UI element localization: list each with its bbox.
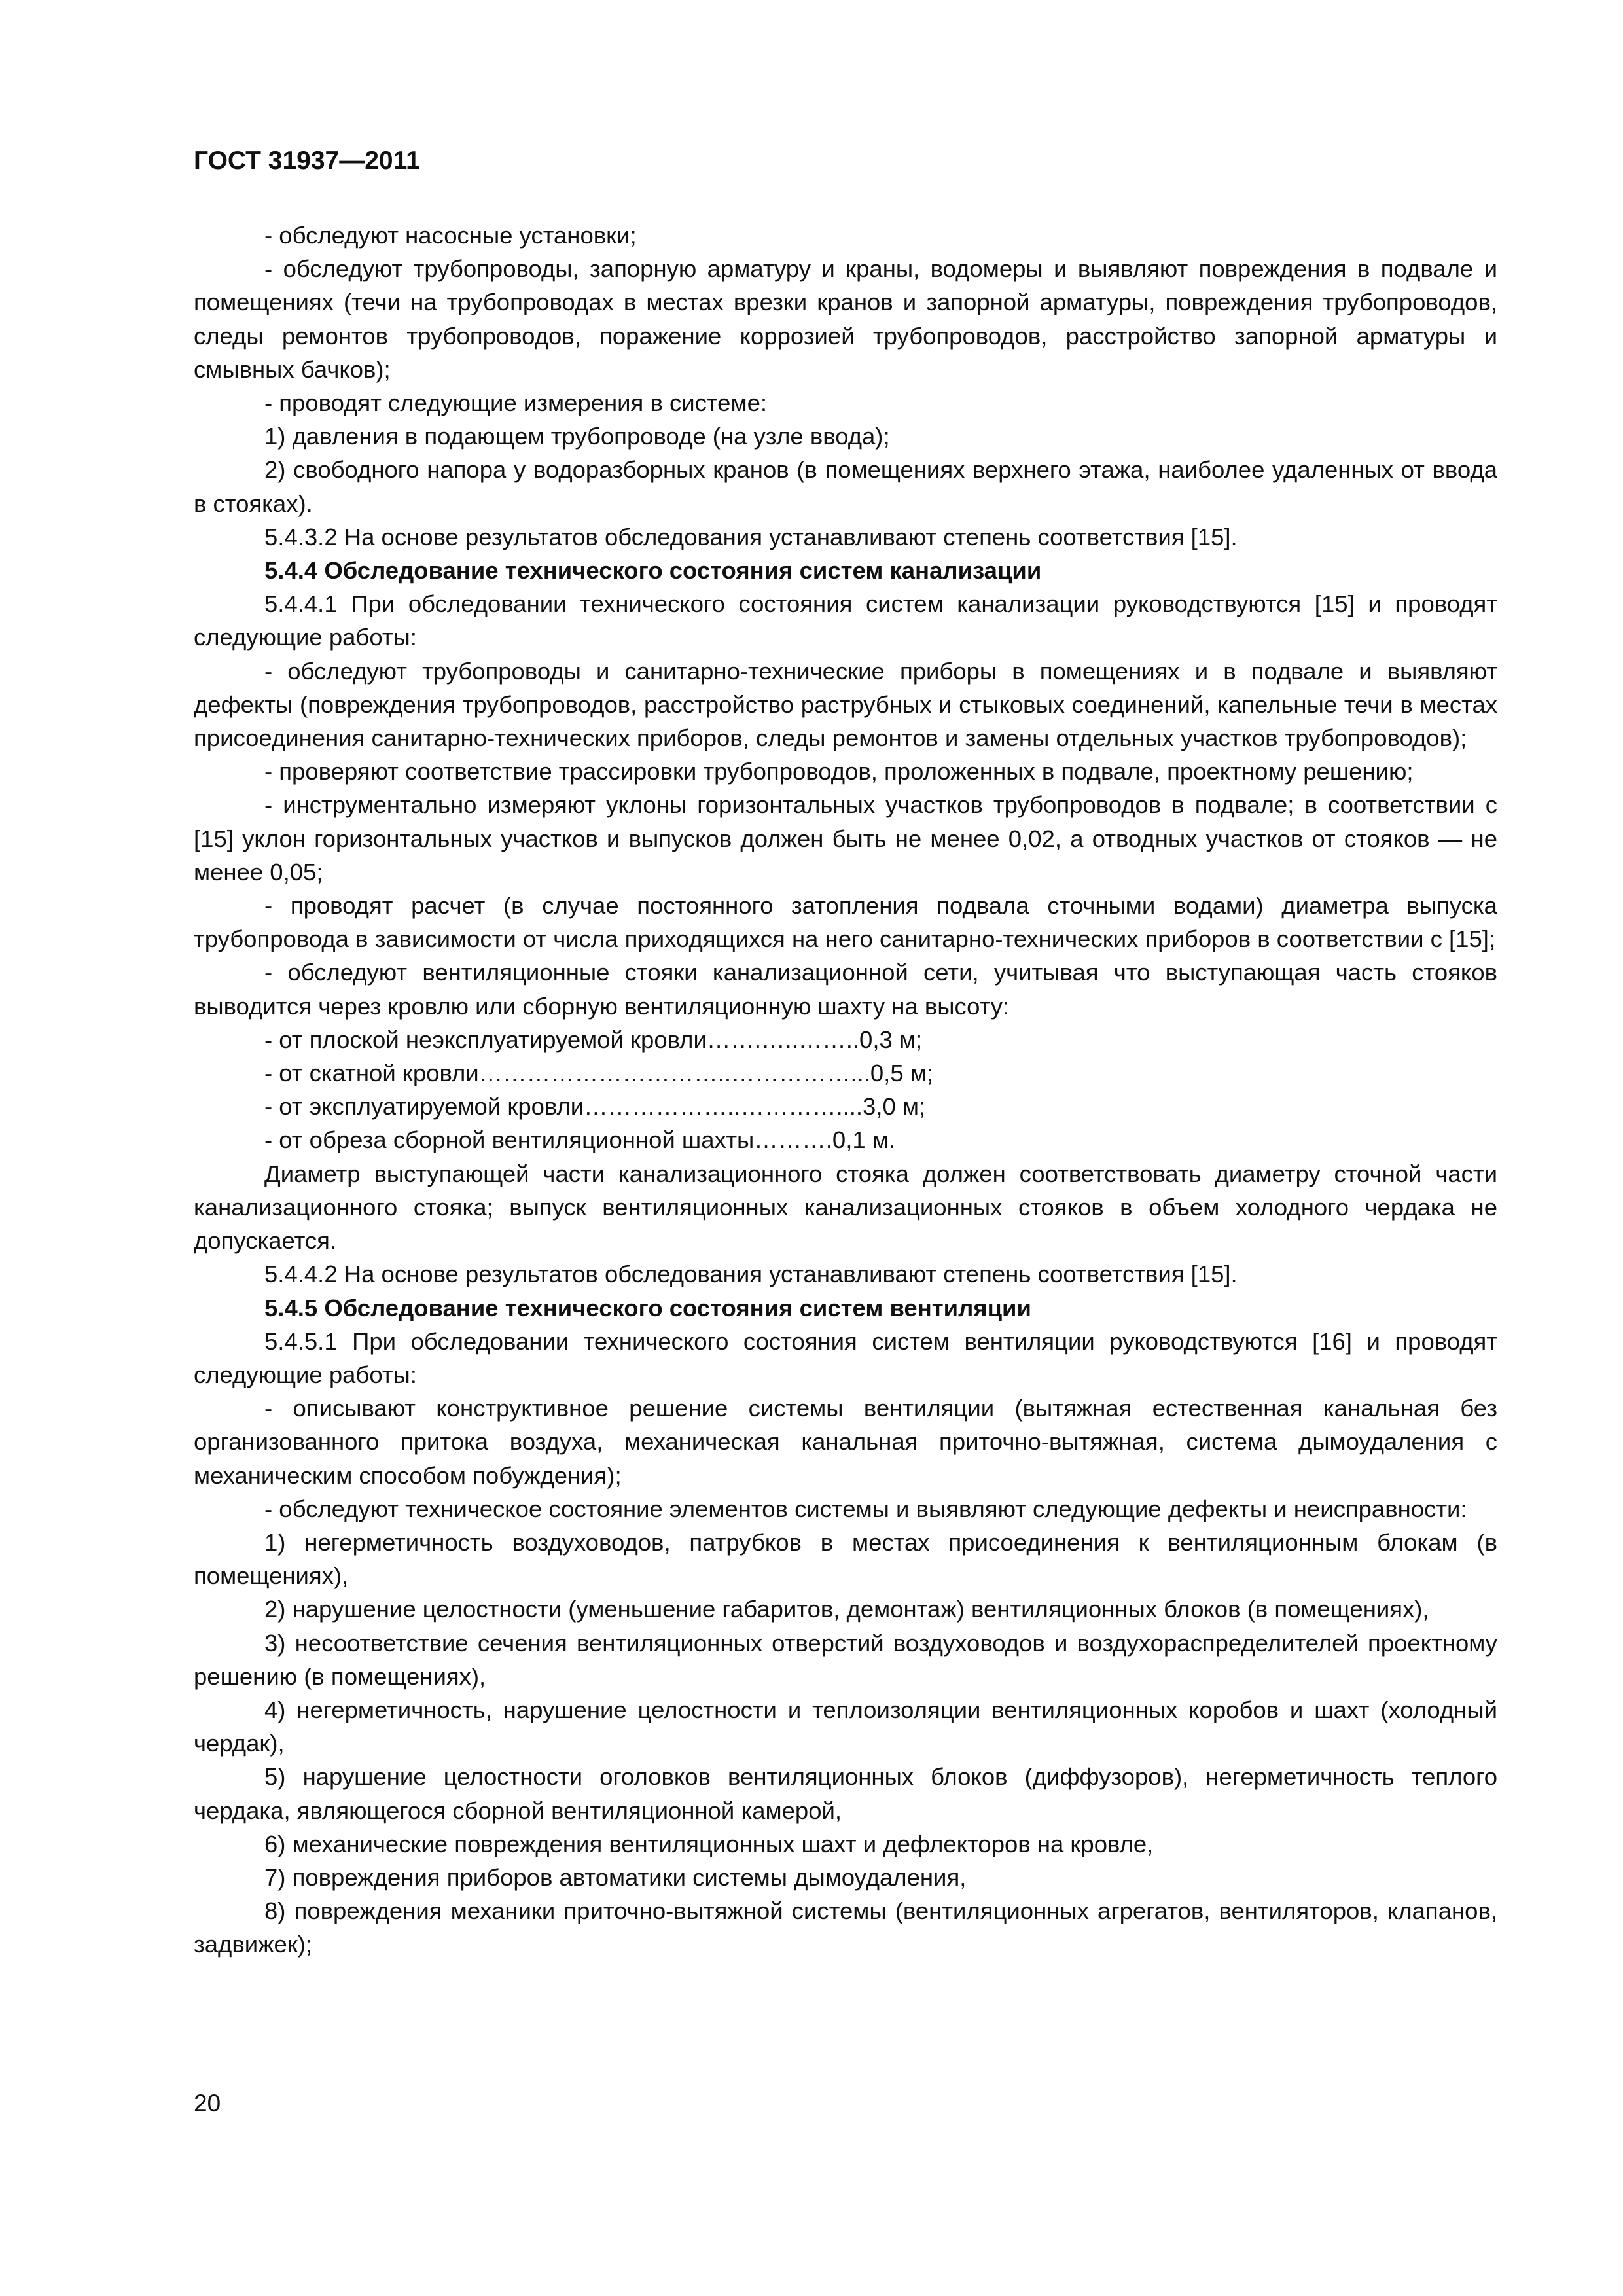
paragraph: 5.4.3.2 На основе результатов обследования устанавливают степень соответствия [15]. [264,523,1238,550]
list-item: - от скатной кровли…………………………..……………...0,5 м; [264,1060,933,1087]
list-item: 3) несоответствие сечения вентиляционных отверстий воздуховодов и воздухораспределителей проектному решению (в помещениях), [194,1629,1497,1690]
paragraph: - обследуют трубопроводы и санитарно-технические приборы в помещениях и в подвале и выявляют дефекты (повреждения трубопроводов, расстройство раструбных и стыковых соединений, капельные течи в местах присоединения санитарно-технических приборов, следы ремонтов и замены отдельных участков трубопроводов); [194,657,1497,752]
page-number: 20 [194,2090,221,2117]
list-item: 6) механические повреждения вентиляционных шахт и дефлекторов на кровле, [264,1830,1154,1857]
list-item: - от эксплуатируемой кровли………………..…………....3,0 м; [264,1093,926,1121]
section-heading: 5.4.4 Обследование технического состояния систем канализации [264,557,1042,584]
paragraph: 5.4.4.2 На основе результатов обследования устанавливают степень соответствия [15]. [264,1261,1238,1288]
list-item: 1) негерметичность воздуховодов, патрубков в местах присоединения к вентиляционным блокам (в помещениях), [194,1528,1497,1590]
paragraph: 5.4.4.1 При обследовании технического состояния систем канализации руководствуются [15] и проводят следующие работы: [194,590,1497,651]
list-item: - от обреза сборной вентиляционной шахты……….0,1 м. [264,1126,896,1154]
paragraph: - проводят следующие измерения в системе: [264,389,768,417]
paragraph: - проверяют соответствие трассировки трубопроводов, проложенных в подвале, проектному решению; [264,758,1414,785]
document-page [194,145,1497,1962]
paragraph: - проводят расчет (в случае постоянного затопления подвала сточными водами) диаметра выпуска трубопровода в зависимости от числа приходящихся на него санитарно-технических приборов в соответствии с [15]; [194,892,1497,953]
paragraph: - обследуют трубопроводы, запорную арматуру и краны, водомеры и выявляют повреждения в подвале и помещениях (течи на трубопроводах в местах врезки кранов и запорной арматуры, повреждения трубопроводов, следы ремонтов трубопроводов, поражение коррозией трубопроводов, расстройство запорной арматуры и смывных бачков); [194,255,1497,383]
paragraph: - обследуют техническое состояние элементов системы и выявляют следующие дефекты и неисправности: [264,1495,1467,1522]
paragraph: - инструментально измеряют уклоны горизонтальных участков трубопроводов в подвале; в соответствии с [15] уклон горизонтальных участков и выпусков должен быть не менее 0,02, а отводных участков от стояков — не менее 0,05; [194,791,1497,886]
paragraph: 2) свободного напора у водоразборных кранов (в помещениях верхнего этажа, наиболее удаленных от ввода в стояках). [194,456,1497,517]
paragraph: 5.4.5.1 При обследовании технического состояния систем вентиляции руководствуются [16] и проводят следующие работы: [194,1327,1497,1388]
paragraph: - описывают конструктивное решение системы вентиляции (вытяжная естественная канальная без организованного притока воздуха, механическая канальная приточно-вытяжная, система дымоудаления с механическим способом побуждения); [194,1395,1497,1489]
list-item: - от плоской неэксплуатируемой кровли…….…..……..0,3 м; [264,1026,923,1053]
list-item: 4) негерметичность, нарушение целостности и теплоизоляции вентиляционных коробов и шахт (холодный чердак), [194,1696,1497,1757]
paragraph: - обследуют вентиляционные стояки канализационной сети, учитывая что выступающая часть стояков выводится через кровлю или сборную вентиляционную шахту на высоту: [194,959,1497,1020]
list-item: 2) нарушение целостности (уменьшение габаритов, демонтаж) вентиляционных блоков (в помещениях), [264,1596,1429,1623]
list-item: 8) повреждения механики приточно-вытяжной системы (вентиляционных агрегатов, вентиляторов, клапанов, задвижек); [194,1897,1497,1958]
paragraph: 1) давления в подающем трубопроводе (на узле ввода); [264,423,890,450]
list-item: 7) повреждения приборов автоматики системы дымоудаления, [264,1863,967,1891]
list-item: 5) нарушение целостности оголовков вентиляционных блоков (диффузоров), негерметичность теплого чердака, являющегося сборной вентиляционной камерой, [194,1763,1497,1824]
document-body [194,219,1497,1962]
paragraph: Диаметр выступающей части канализационного стояка должен соответствовать диаметру сточной части канализационного стояка; выпуск вентиляционных канализационных стояков в объем холодного чердака не допускается. [194,1160,1497,1255]
section-heading: 5.4.5 Обследование технического состояния систем вентиляции [264,1294,1031,1321]
paragraph: - обследуют насосные установки; [264,222,637,249]
standard-header: ГОСТ 31937—2011 [194,147,420,175]
